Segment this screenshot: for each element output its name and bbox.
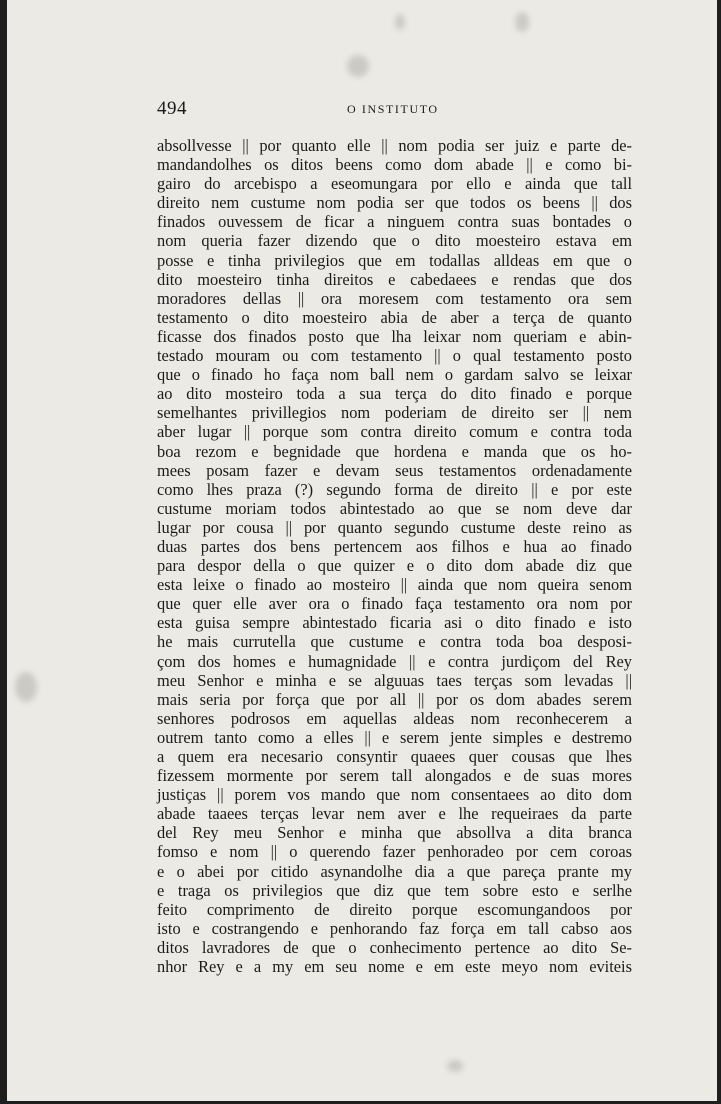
text-line: e traga os privilegios que diz que tem sobre esto e serlhe bbox=[157, 880, 632, 900]
text-line: esta guisa sempre abintestado ficaria asi o dito finado e isto bbox=[157, 613, 632, 633]
text-line: como lhes praza (?) segundo forma de direito || e por este bbox=[157, 479, 632, 499]
paper-blemish bbox=[395, 14, 405, 30]
text-line: testado mouram ou com testamento || o qual testamento posto bbox=[157, 346, 632, 366]
text-line: finados ouvessem de ficar a ninguem contra suas bontades o bbox=[157, 212, 632, 232]
text-line: e o abei por citido asynandolhe dia a que pareça prante my bbox=[157, 861, 632, 881]
text-line: posse e tinha privilegios que em todallas alldeas em que o bbox=[157, 250, 632, 270]
text-line: direito nem custume nom podia ser que todos os beens || dos bbox=[157, 193, 632, 213]
running-title: O INSTITUTO bbox=[347, 102, 439, 116]
text-line: fomso e nom || o querendo fazer penhoradeo por cem coroas bbox=[157, 842, 632, 862]
paper-blemish bbox=[15, 672, 37, 702]
text-line: he mais currutella que custume e contra toda boa desposi- bbox=[157, 632, 632, 652]
text-line: moradores dellas || ora moresem com testamento ora sem bbox=[157, 288, 632, 308]
text-line: para despor della o que quizer e o dito dom abade diz que bbox=[157, 556, 632, 576]
text-line: esta leixe o finado ao mosteiro || ainda que nom queira senom bbox=[157, 575, 632, 595]
paper-blemish bbox=[347, 55, 369, 77]
text-line: dito moesteiro tinha direitos e cabedaees e rendas que dos bbox=[157, 269, 632, 289]
text-line: nhor Rey e a my em seu nome e em este meyo nom eviteis bbox=[157, 957, 632, 977]
text-line: del Rey meu Senhor e minha que absollva a dita branca bbox=[157, 823, 632, 843]
text-line: çom dos homes e humagnidade || e contra jurdiçom del Rey bbox=[157, 651, 632, 671]
text-line: gairo do arcebispo a eseomungara por ello e ainda que tall bbox=[157, 174, 632, 194]
text-line: justiças || porem vos mando que nom consentaees ao dito dom bbox=[157, 785, 632, 805]
text-line: ao dito mosteiro toda a sua terça do dito finado e porque bbox=[157, 384, 632, 404]
text-line: que quer elle aver ora o finado faça testamento ora nom por bbox=[157, 594, 632, 614]
text-line: feito comprimento de direito porque escomungandoos por bbox=[157, 899, 632, 919]
text-line: duas partes dos bens pertencem aos filhos e hua ao finado bbox=[157, 536, 632, 556]
text-line: abade taaees terças levar nem aver e lhe requeiraes da parte bbox=[157, 804, 632, 824]
text-line: outrem tanto como a elles || e serem jente simples e destremo bbox=[157, 727, 632, 747]
text-line: senhores podrosos em aquellas aldeas nom reconhecerem a bbox=[157, 708, 632, 728]
text-line: mees posam fazer e devam seus testamentos ordenadamente bbox=[157, 460, 632, 480]
text-line: mandandolhes os ditos beens como dom abade || e como bi- bbox=[157, 155, 632, 175]
text-line: lugar por cousa || por quanto segundo custume deste reino as bbox=[157, 517, 632, 537]
text-line: ficasse dos finados posto que lha leixar nom queriam e abin- bbox=[157, 326, 632, 346]
text-line: a quem era necesario consyntir quaees quer cousas que lhes bbox=[157, 747, 632, 766]
text-line: meu Senhor e minha e se alguuas taes terças som levadas || bbox=[157, 670, 632, 690]
text-line: semelhantes privillegios nom poderiam de direito ser || nem bbox=[157, 403, 632, 423]
text-line: ditos lavradores de que o conhecimento pertence ao dito Se- bbox=[157, 937, 632, 957]
text-line: testamento o dito moesteiro abia de aber a terça de quanto bbox=[157, 307, 632, 327]
text-line: absollvesse || por quanto elle || nom podia ser juiz e parte de- bbox=[157, 136, 632, 155]
text-line: custume moriam todos abintestado ao que se nom deve dar bbox=[157, 498, 632, 518]
text-line: boa rezom e begnidade que hordena e manda que os ho- bbox=[157, 441, 632, 461]
paper-blemish bbox=[515, 12, 529, 32]
text-line: que o finado ho faça nom ball nem o gardam salvo se leixar bbox=[157, 365, 632, 385]
page-header bbox=[157, 98, 632, 122]
text-line: aber lugar || porque som contra direito comum e contra toda bbox=[157, 422, 632, 442]
text-line: isto e costrangendo e penhorando faz força em tall cabso aos bbox=[157, 918, 632, 938]
body-text bbox=[157, 136, 632, 976]
text-line: nom queria fazer dizendo que o dito moesteiro estava em bbox=[157, 231, 632, 251]
page-number: 494 bbox=[157, 98, 187, 119]
paper-blemish bbox=[447, 1060, 463, 1072]
text-line: fizessem mormente por serem tall alongados e de suas mores bbox=[157, 766, 632, 786]
text-line: mais seria por força que por all || por os dom abades serem bbox=[157, 689, 632, 709]
